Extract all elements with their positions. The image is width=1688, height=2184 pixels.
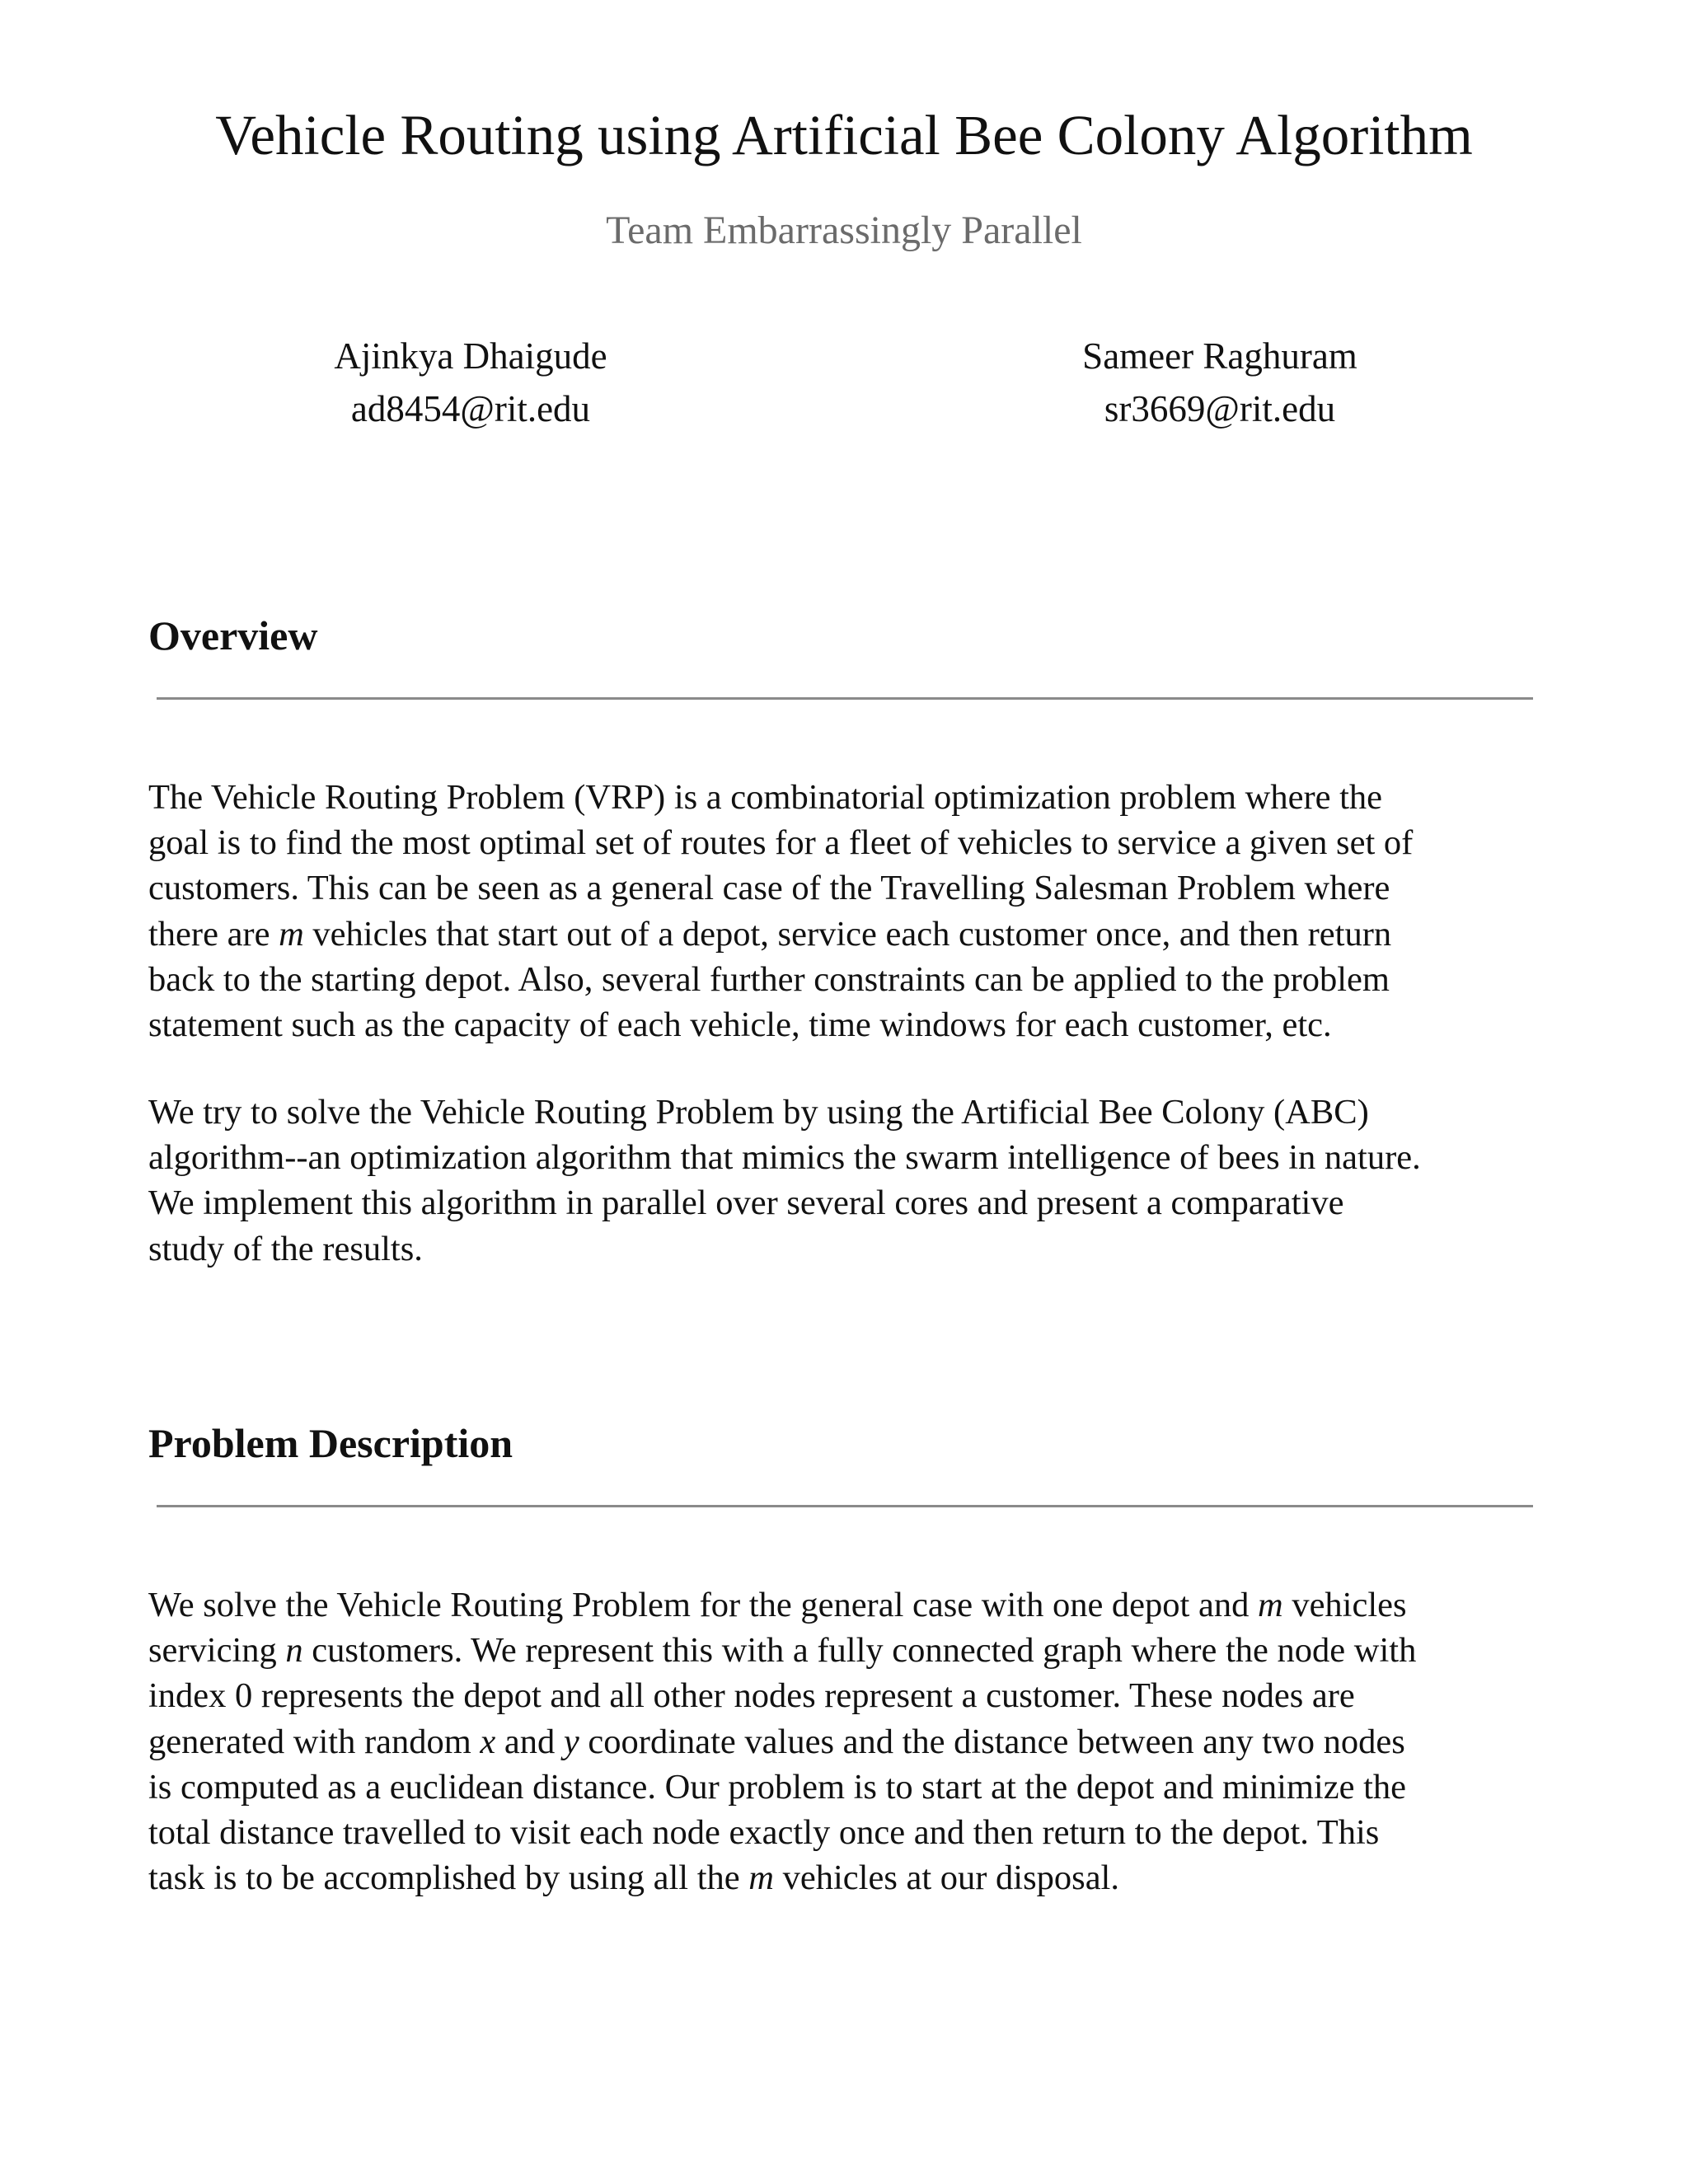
text-line (148, 912, 1550, 957)
text-fragment: coordinate values and the distance between any two nodes (579, 1722, 1405, 1761)
author-block-1 (182, 330, 759, 435)
text-fragment: vehicles that start out of a depot, service each customer once, and then return (303, 914, 1392, 954)
page-title: Vehicle Routing using Artificial Bee Colony Algorithm (215, 104, 1473, 166)
problem-paragraph-1 (148, 1582, 1550, 1900)
text-line: goal is to find the most optimal set of routes for a fleet of vehicles to service a given set of (148, 823, 1414, 863)
text-line: index 0 represents the depot and all other nodes represent a customer. These nodes are (148, 1676, 1355, 1716)
text-fragment: generated with random (148, 1722, 481, 1761)
text-fragment: servicing (148, 1631, 286, 1671)
text-line: is computed as a euclidean distance. Our problem is to start at the depot and minimize the (148, 1767, 1407, 1807)
text-line: The Vehicle Routing Problem (VRP) is a combinatorial optimization problem where the (148, 778, 1383, 817)
text-line (148, 1582, 1550, 1628)
text-fragment: and (495, 1722, 564, 1761)
author-email: ad8454@rit.edu (350, 388, 591, 429)
text-line (148, 1719, 1550, 1765)
text-fragment: vehicles (1282, 1586, 1407, 1624)
text-line: algorithm--an optimization algorithm that mimics the swarm intelligence of bees in nature. (148, 1138, 1421, 1178)
math-variable: y (563, 1722, 579, 1761)
text-line: total distance travelled to visit each node exactly once and then return to the depot. This (148, 1813, 1380, 1853)
author-name: Sameer Raghuram (1082, 335, 1357, 377)
math-variable: m (1257, 1586, 1283, 1624)
text-line: statement such as the capacity of each vehicle, time windows for each customer, etc. (148, 1005, 1332, 1045)
section-heading-overview: Overview (148, 612, 318, 658)
text-line: back to the starting depot. Also, several further constraints can be applied to the problem (148, 959, 1390, 999)
text-fragment: task is to be accomplished by using all the (148, 1858, 749, 1898)
author-email: sr3669@rit.edu (1104, 388, 1336, 429)
section-heading-problem-description: Problem Description (148, 1420, 513, 1466)
math-variable: n (285, 1631, 303, 1671)
author-block-2 (931, 330, 1508, 435)
text-fragment: We solve the Vehicle Routing Problem for the general case with one depot and (148, 1586, 1258, 1624)
overview-paragraph-1 (148, 775, 1550, 1047)
text-fragment: there are (148, 914, 279, 954)
text-line: study of the results. (148, 1229, 423, 1268)
section-divider (157, 1505, 1533, 1507)
text-fragment: vehicles at our disposal. (773, 1858, 1119, 1898)
math-variable: m (279, 914, 304, 954)
text-fragment: customers. We represent this with a fully connected graph where the node with (302, 1631, 1417, 1671)
text-line: We try to solve the Vehicle Routing Problem by using the Artificial Bee Colony (ABC) (148, 1093, 1369, 1132)
text-line: customers. This can be seen as a general case of the Travelling Salesman Problem where (148, 869, 1390, 908)
text-line (148, 1628, 1550, 1673)
text-line (148, 1855, 1550, 1900)
math-variable: x (480, 1722, 496, 1761)
math-variable: m (748, 1858, 774, 1898)
text-line: We implement this algorithm in parallel over several cores and present a comparative (148, 1183, 1344, 1223)
author-name: Ajinkya Dhaigude (334, 335, 607, 377)
section-divider (157, 697, 1533, 700)
overview-paragraph-2 (148, 1090, 1550, 1272)
team-subtitle: Team Embarrassingly Parallel (606, 209, 1082, 252)
